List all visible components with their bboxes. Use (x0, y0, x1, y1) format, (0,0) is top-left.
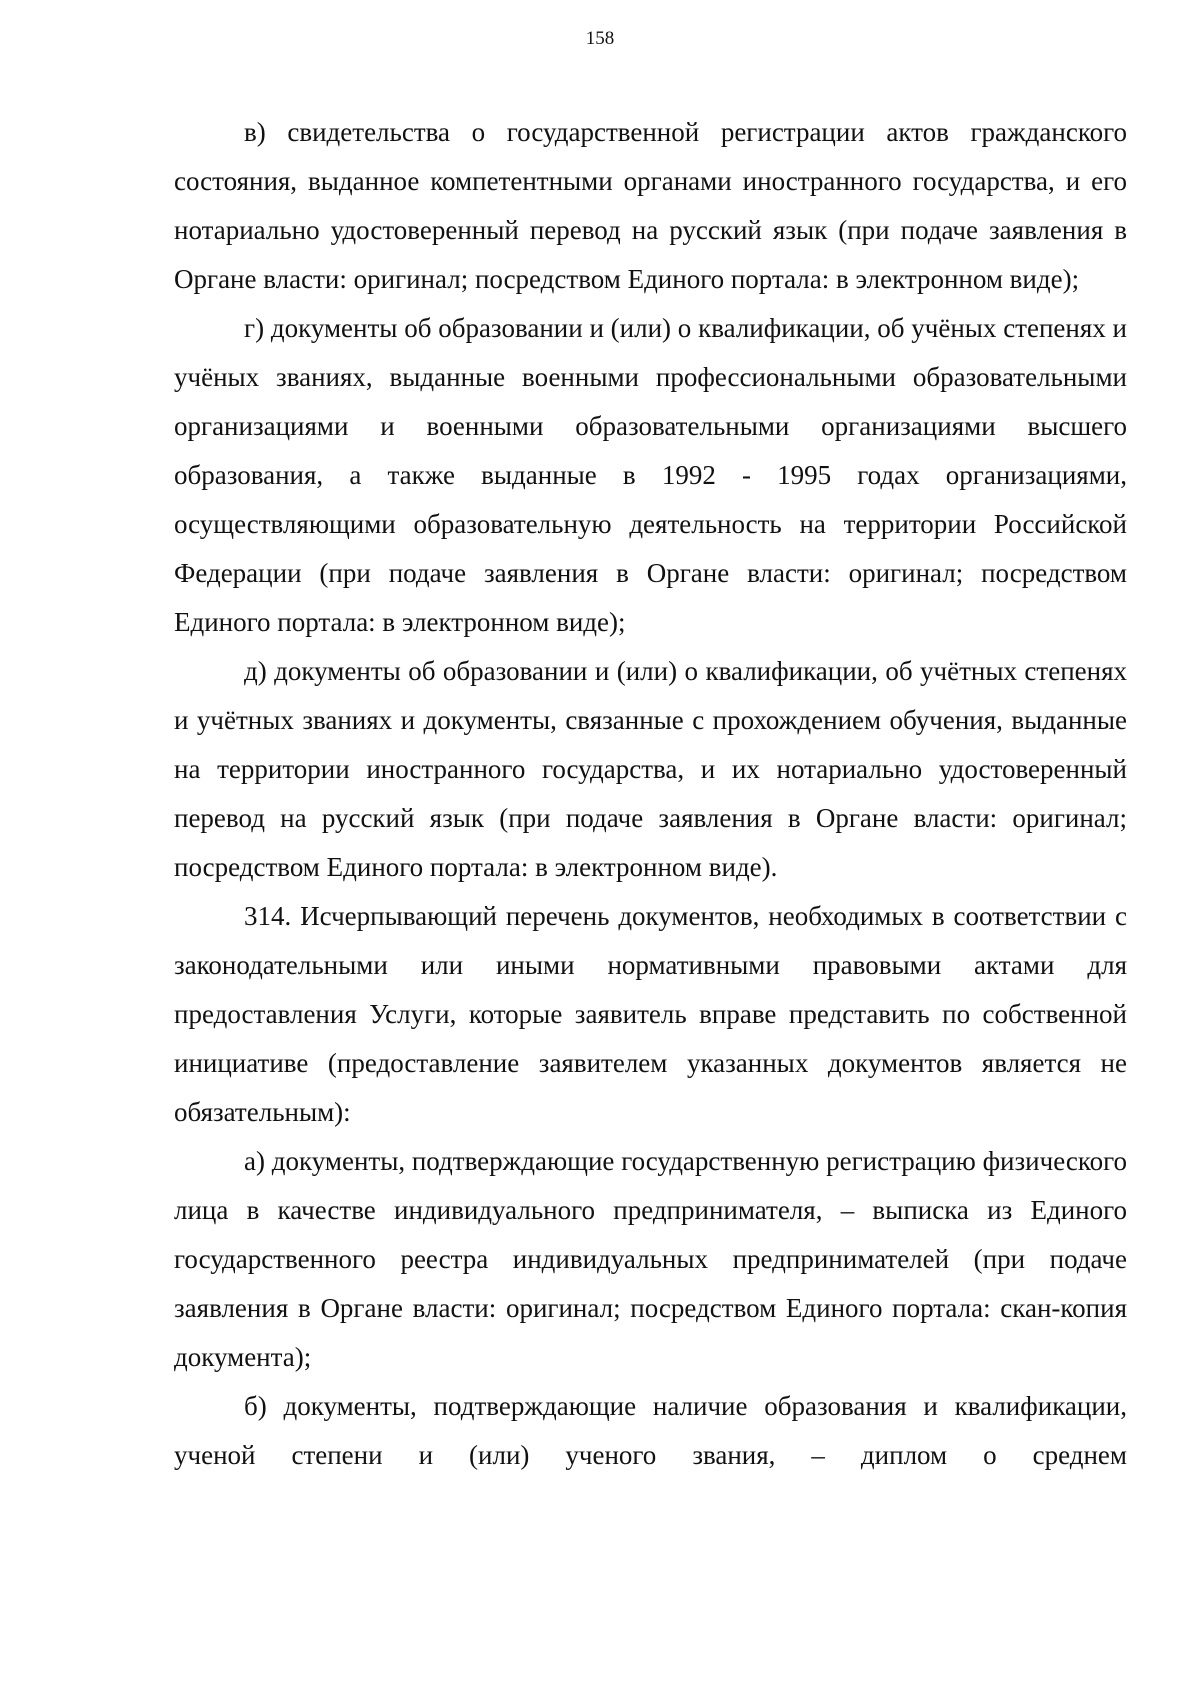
paragraph-a-entrepreneur-registration: а) документы, подтверждающие государственную регистрацию физического лица в качестве индивидуального предпринимателя, – выписка из Единого государственного реестра индивидуальных предпринимателей (при подаче заявления в Органе власти: оригинал; посредством Единого портала: скан-копия документа); (174, 1146, 1127, 1372)
paragraph-g-military-education-documents: г) документы об образовании и (или) о квалификации, об учёных степенях и учёных званиях, выданные военными профессиональными образовательными организациями и военными образовательными организациями высшего образования, а также выданные в 1992 - 1995 годах организациями, осуществляющими образовательную деятельность на территории Российской Федерации (при подаче заявления в Органе власти: оригинал; посредством Единого портала: в электронном виде); (174, 313, 1127, 637)
paragraph-v-civil-status-certificates: в) свидетельства о государственной регистрации актов гражданского состояния, выданное компетентными органами иностранного государства, и его нотариально удостоверенный перевод на русский язык (при подаче заявления в Органе власти: оригинал; посредством Единого портала: в электронном виде); (174, 117, 1127, 294)
paragraph-d-foreign-education-documents: д) документы об образовании и (или) о квалификации, об учётных степенях и учётных званиях и документы, связанные с прохождением обучения, выданные на территории иностранного государства, и их нотариально удостоверенный перевод на русский язык (при подаче заявления в Органе власти: оригинал; посредством Единого портала: в электронном виде). (174, 656, 1127, 882)
page-number: 158 (585, 28, 615, 49)
paragraph-314-optional-documents-list: 314. Исчерпывающий перечень документов, необходимых в соответствии с законодательными или иными нормативными правовыми актами для предоставления Услуги, которые заявитель вправе представить по собственной инициативе (предоставление заявителем указанных документов является не обязательным): (174, 901, 1127, 1127)
paragraph-b-education-qualification: б) документы, подтверждающие наличие образования и квалификации, ученой степени и (или) ученого звания, – диплом о среднем (174, 1391, 1127, 1470)
document-body (174, 108, 1127, 1480)
